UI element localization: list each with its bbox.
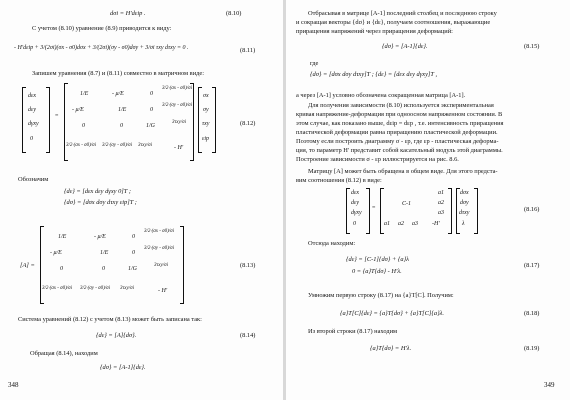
matrix-cell: a1 xyxy=(384,221,390,227)
paragraph-line: Поэтому если построить диаграмму σ - εp, где εp - пластическая деформа- xyxy=(296,138,499,145)
matrix-cell: a3 xyxy=(438,210,444,216)
matrix-cell: 0 xyxy=(82,123,85,129)
vector-cell: dεx xyxy=(28,93,37,99)
left-page xyxy=(0,0,284,400)
equation-8-17a: {dε} = [C-1]{dσ} + {a}λ xyxy=(346,256,409,263)
vector-cell: dεy xyxy=(351,200,360,206)
matrix-8-13 xyxy=(40,226,190,304)
paragraph: Из второй строки (8.17) находим xyxy=(308,328,398,335)
matrix-8-12: dεx dεy dγxy 0 = 1/E - μ/E 0 3/2·(σx - σ0)/σi - μ/E 1/E 0 3/2·(σy - σ0)/σi 0 0 1/G 3τxy/σi 3/2·(σx - σ0)/σi 3/2·(σy - σ0)/σi 3τxy/σi - H' σx σy τxy εip xyxy=(22,83,232,161)
definition-where: {dσ} = [dσx dσy dτxy]T ; {dε} = [dεx dεy dγxy]T , xyxy=(310,71,438,78)
vector-cell: dγxy xyxy=(351,210,362,216)
matrix-cell: 3τxy/σi xyxy=(138,143,152,148)
matrix-cell: 0 xyxy=(60,266,63,272)
paragraph: Отсюда находим: xyxy=(308,240,356,247)
equation-number: (8.15) xyxy=(524,43,540,50)
matrix-cell: - μ/E xyxy=(72,107,84,113)
equation-8-17b: 0 = {a}T{dσ} - H'λ. xyxy=(352,268,402,275)
paragraph: где xyxy=(310,60,319,67)
paragraph: С учетом (8.10) уравнение (8.9) приводится к виду: xyxy=(32,25,172,32)
equation-number: (8.18) xyxy=(524,310,540,317)
equation-number: (8.14) xyxy=(240,332,256,339)
top-formula: dσi = H'dεip . xyxy=(110,10,146,17)
vector-cell: λ xyxy=(462,221,465,227)
equation-number: (8.19) xyxy=(524,345,540,352)
paragraph-line: кривая напряжение-деформация при одноосном напряженном состоянии. В xyxy=(296,111,503,118)
equation-8-11: - H'dεip + 3/(2σi)(σx - σ0)dσx + 3/(2σi)(σy - σ0)dσy + 3/σi τxy dτxy = 0 . xyxy=(14,45,189,51)
matrix-cell: 3/2·(σx - σ0)/σi xyxy=(66,143,97,148)
paragraph: Система уравнений (8.12) с учетом (8.13) может быть записана так: xyxy=(18,316,202,323)
paragraph-line: Для получения зависимости (8.10) используется экспериментальная xyxy=(308,102,494,109)
paragraph-line: вим соотношения (8.12) в виде: xyxy=(296,177,382,184)
matrix-block: C-1 xyxy=(402,201,411,207)
matrix-cell: - H' xyxy=(174,145,184,151)
vector-cell: 0 xyxy=(353,221,356,227)
vector-cell: dσx xyxy=(460,190,469,196)
matrix-a-label: [A] = xyxy=(20,262,35,269)
equation-8-14: {dε} = [A]{dσ}. xyxy=(96,332,137,339)
vector-cell: dεy xyxy=(28,107,37,113)
matrix-cell: 3/2·(σx - σ0)/σi xyxy=(144,229,175,234)
paragraph-line: приращения напряжений через приращения деформаций: xyxy=(296,28,453,35)
matrix-cell: 3/2·(σx - σ0)/σi xyxy=(42,286,73,291)
paragraph-line: Матрицу [A] может быть обращена в общем виде. Для этого предста- xyxy=(308,168,498,175)
paragraph-line: а через [A-1] условно обозначена сокращенная матрица [A-1]. xyxy=(296,92,466,99)
matrix-cell: 1/E xyxy=(118,107,127,113)
equation-8-19: {a}T{dσ} = H'λ. xyxy=(370,345,412,352)
equation-number: (8.13) xyxy=(240,262,256,269)
definition-d-epsilon: {dε} = [dεx dεy dγxy 0]T ; xyxy=(64,188,131,195)
vector-cell: σy xyxy=(203,107,209,113)
vector-cell: σx xyxy=(203,93,209,99)
matrix-cell: 3/2·(σx - σ0)/σi xyxy=(162,86,193,91)
vector-cell: dτxy xyxy=(459,210,470,216)
matrix-cell: 0 xyxy=(150,107,153,113)
equation-8-18: {a}T[C]{dε} = {a}T{dσ} + {a}T[C]{a}λ. xyxy=(340,310,445,317)
paragraph-line: и сокращая векторы {dσ} и {dε}, получаем соотношения, выражающие xyxy=(296,19,491,26)
matrix-cell: 3/2·(σy - σ0)/σi xyxy=(80,286,111,291)
vector-cell: εip xyxy=(202,136,210,142)
vector-cell: dγxy xyxy=(28,121,39,127)
matrix-cell: 1/E xyxy=(100,250,109,256)
vector-cell: dσy xyxy=(460,200,469,206)
matrix-cell: - μ/E xyxy=(112,91,124,97)
paragraph-line: пластической деформации равна приращению пластической деформации. xyxy=(296,129,498,136)
matrix-cell: -H' xyxy=(432,221,440,227)
matrix-cell: 1/G xyxy=(146,123,155,129)
right-page xyxy=(286,0,570,400)
matrix-cell: - μ/E xyxy=(94,234,106,240)
matrix-cell: 0 xyxy=(120,123,123,129)
equation-number: (8.17) xyxy=(524,262,540,269)
matrix-cell: 3/2·(σy - σ0)/σi xyxy=(144,246,175,251)
matrix-cell: 3/2·(σy - σ0)/σi xyxy=(162,103,193,108)
matrix-cell: 3τxy/σi xyxy=(154,263,168,268)
vector-cell: 0 xyxy=(30,136,33,142)
matrix-cell: - H' xyxy=(158,288,168,294)
paragraph: Обозначим xyxy=(18,176,49,183)
definition-d-sigma: {dσ} = [dσx dσy dτxy εip]T ; xyxy=(64,199,137,206)
page-number: 349 xyxy=(544,381,555,389)
matrix-cell: 0 xyxy=(102,266,105,272)
matrix-cell: a2 xyxy=(438,200,444,206)
matrix-cell: a3 xyxy=(412,221,418,227)
matrix-cell: - μ/E xyxy=(50,250,62,256)
matrix-cell: 0 xyxy=(150,91,153,97)
paragraph-line: этом случае, как показано выше, dεip = dεp , т.е. интенсивность приращения xyxy=(296,120,504,127)
matrix-cell: 0 xyxy=(132,250,135,256)
equation-inverse: {dσ} = [A-1]{dε}. xyxy=(100,364,146,371)
matrix-cell: 0 xyxy=(132,234,135,240)
paragraph-line: ция, то параметр H' представит собой касательный модуль этой диаграммы. xyxy=(296,147,503,154)
matrix-cell: 3τxy/σi xyxy=(120,286,134,291)
matrix-cell: 1/E xyxy=(80,91,89,97)
vector-cell: dεx xyxy=(351,190,360,196)
paragraph: Запишем уравнения (8.7) и (8.11) совместно в матричном виде: xyxy=(32,70,204,77)
paragraph-line: Отбрасывая в матрице [A-1] последний столбец и последнюю строку xyxy=(308,10,497,17)
matrix-cell: 1/G xyxy=(128,266,137,272)
matrix-cell: 3/2·(σy - σ0)/σi xyxy=(102,143,133,148)
page-number: 348 xyxy=(8,381,19,389)
paragraph: Обращая (8.14), находим xyxy=(30,350,98,357)
matrix-cell: 1/E xyxy=(58,234,67,240)
vector-cell: τxy xyxy=(202,121,210,127)
matrix-cell: a1 xyxy=(438,190,444,196)
equation-number: (8.10) xyxy=(226,10,242,17)
equation-number: (8.11) xyxy=(240,47,256,54)
matrix-8-16: dεx dεy dγxy 0 = C-1 a1 a2 a3 a1 a2 a3 -H' dσx dσy dτxy λ xyxy=(346,188,496,238)
equation-8-15: {dσ} = [A-1]{dε}. xyxy=(382,43,428,50)
paragraph: Умножим первую строку (8.17) на {a}T[C]. Получим: xyxy=(308,292,454,299)
equation-number: (8.16) xyxy=(524,206,540,213)
matrix-cell: a2 xyxy=(398,221,404,227)
matrix-cell: 3τxy/σi xyxy=(172,120,186,125)
paragraph-line: Построение зависимости σ - εp иллюстрируется на рис. 8.6. xyxy=(296,156,459,163)
equation-number: (8.12) xyxy=(240,120,256,127)
